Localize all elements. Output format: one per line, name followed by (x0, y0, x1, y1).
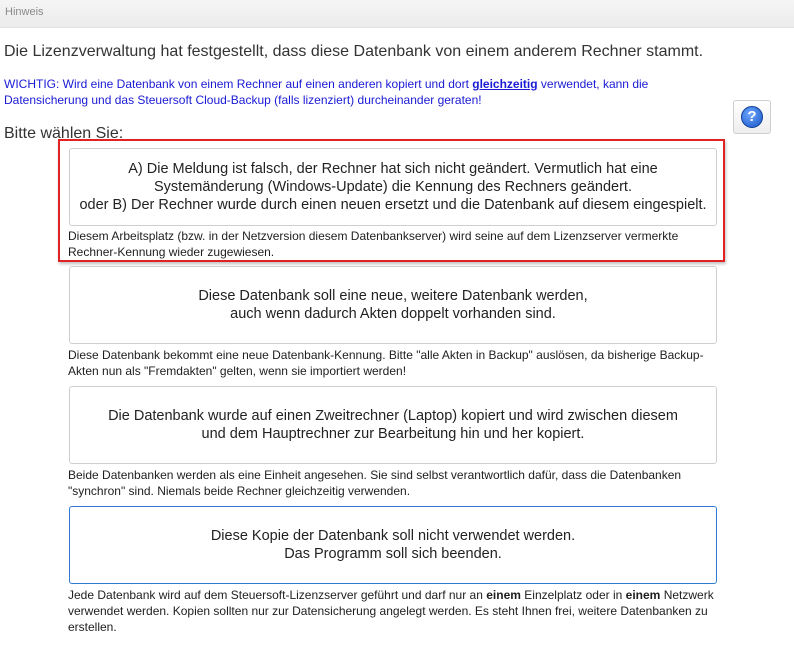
option-a-b-description: Diesem Arbeitsplatz (bzw. in der Netzversion diesem Datenbankserver) wird seine auf dem Lizenzserver vermerkte Rechner-Kennung wieder zugewiesen. (68, 229, 679, 259)
help-button[interactable] (733, 100, 771, 134)
title-bar (0, 0, 794, 28)
warning-emphasis: gleichzeitig (472, 77, 538, 91)
window-title: Hinweis (5, 6, 44, 18)
second-computer-button[interactable]: Die Datenbank wurde auf einen Zweitrechner (Laptop) kopiert und wird zwischen diesem und dem Hauptrechner zur Bearbeitung hin und her kopiert. (69, 386, 717, 464)
warning-text (4, 76, 724, 108)
new-database-button[interactable]: Diese Datenbank soll eine neue, weitere Datenbank werden, auch wenn dadurch Akten doppelt vorhanden sind. (69, 266, 717, 344)
quit-desc-bold1: einem (486, 588, 521, 602)
headline: Die Lizenzverwaltung hat festgestellt, dass diese Datenbank von einem anderem Rechner stammt. (4, 43, 704, 60)
warning-part1: WICHTIG: Wird eine Datenbank von einem Rechner auf einen anderen kopiert und dort (4, 77, 473, 91)
option-a-b-button[interactable]: A) Die Meldung ist falsch, der Rechner hat sich nicht geändert. Vermutlich hat eine Systemänderung (Windows-Update) die Kennung des Rechners geändert. oder B) Der Rechner wurde durch einen neuen ersetzt und die Datenbank auf diesem eingespielt. (69, 148, 717, 226)
dialog-content (0, 28, 794, 645)
warning-part2: verwendet, kann die Datensicherung und das Steuersoft Cloud-Backup (falls lizenziert) durcheinander geraten! (4, 77, 649, 107)
help-question-icon: ? (741, 106, 763, 128)
choose-prompt: Bitte wählen Sie: (4, 125, 124, 142)
new-database-description: Diese Datenbank bekommt eine neue Datenbank-Kennung. Bitte "alle Akten in Backup" auslösen, da bisherige Backup-Akten nun als "Fremdakten" gelten, wenn sie importiert werden! (68, 348, 704, 378)
second-computer-description: Beide Datenbanken werden als eine Einheit angesehen. Sie sind selbst verantwortlich dafür, dass die Datenbanken "synchron" sind. Niemals beide Rechner gleichzeitig verwenden. (68, 468, 682, 498)
quit-program-description (68, 587, 728, 635)
quit-desc-part1: Jede Datenbank wird auf dem Steuersoft-Lizenzserver geführt und darf nur an (68, 588, 487, 602)
quit-desc-bold2: einem (625, 588, 661, 602)
quit-desc-part2: Einzelplatz oder in (520, 588, 626, 602)
quit-desc-part3: Netzwerk verwendet werden. Kopien sollten nur zur Datensicherung angelegt werden. Es steht Ihnen frei, weitere Datenbanken zu erstellen. (68, 588, 714, 634)
quit-program-button[interactable]: Diese Kopie der Datenbank soll nicht verwendet werden. Das Programm soll sich beenden. (69, 506, 717, 584)
